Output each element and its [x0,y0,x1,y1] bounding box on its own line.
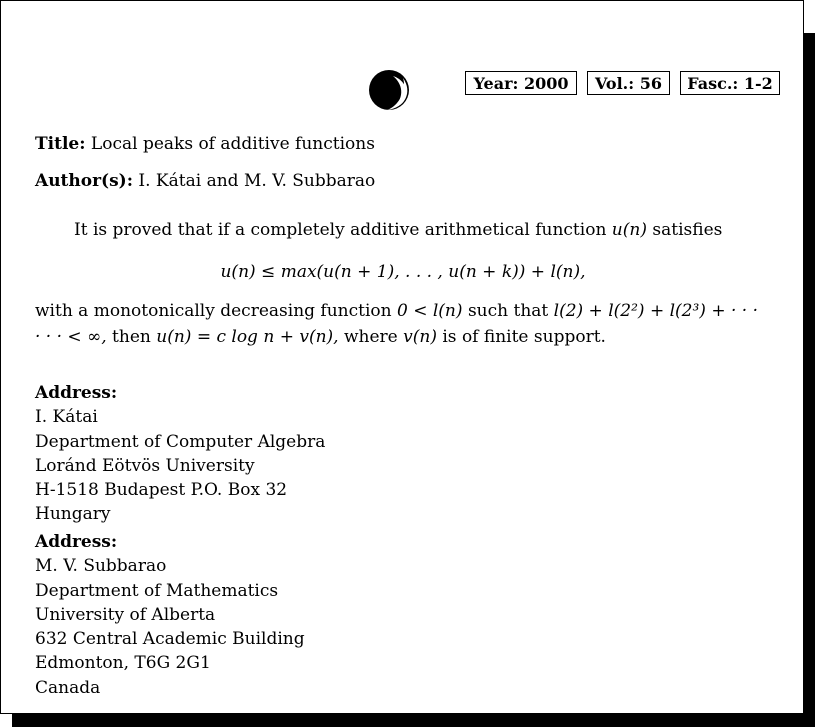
address-line: I. Kátai [35,407,98,428]
address-block-1 [35,381,325,527]
authors-label: Author(s): [35,171,133,191]
address-label: Address: [35,383,118,403]
abstract-text: with a monotonically decreasing function [35,301,392,321]
abstract-text: is of finite support. [442,327,606,347]
authors-line [35,171,375,191]
address-line: H-1518 Budapest P.O. Box 32 [35,480,288,501]
title-line [35,134,375,154]
abstract-text: such that [467,301,549,321]
address-line: 632 Central Academic Building [35,629,305,650]
abstract-text: It is proved that if a completely additive arithmetical function [74,220,607,240]
address-line: Hungary [35,504,111,525]
address-label: Address: [35,532,118,552]
abstract-text: satisfies [652,220,723,240]
journal-logo-icon [367,66,413,114]
address-line: Loránd Eötvös University [35,455,255,476]
abstract-line-3 [35,301,758,321]
abstract-text: where [343,327,398,347]
abstract-math: · · · < ∞, [35,327,107,347]
fascicle-badge: Fasc.: 1-2 [680,71,780,95]
article-title: Local peaks of additive functions [90,134,375,154]
article-authors: I. Kátai and M. V. Subbarao [138,171,376,191]
volume-badge: Vol.: 56 [587,71,670,95]
address-line: Department of Computer Algebra [35,431,326,452]
address-line: Department of Mathematics [35,580,279,601]
abstract-math: v(n) [403,327,437,347]
address-line: University of Alberta [35,604,216,625]
address-line: Canada [35,677,101,698]
abstract-text: then [112,327,151,347]
year-badge: Year: 2000 [465,71,577,95]
address-line: Edmonton, T6G 2G1 [35,653,211,674]
abstract-math: l(2) + l(2²) + l(2³) + · · · [553,301,758,321]
abstract-line-4 [35,327,606,347]
abstract-line-1 [74,220,722,240]
abstract-equation [1,262,805,282]
address-block-2 [35,530,305,700]
equation-text: u(n) ≤ max(u(n + 1), . . . , u(n + k)) + l(n), [220,262,586,282]
abstract-math: u(n) = c log n + v(n), [156,327,339,347]
title-label: Title: [35,134,86,154]
address-line: M. V. Subbarao [35,556,167,577]
abstract-math: u(n) [611,220,647,240]
abstract-math: 0 < l(n) [397,301,463,321]
